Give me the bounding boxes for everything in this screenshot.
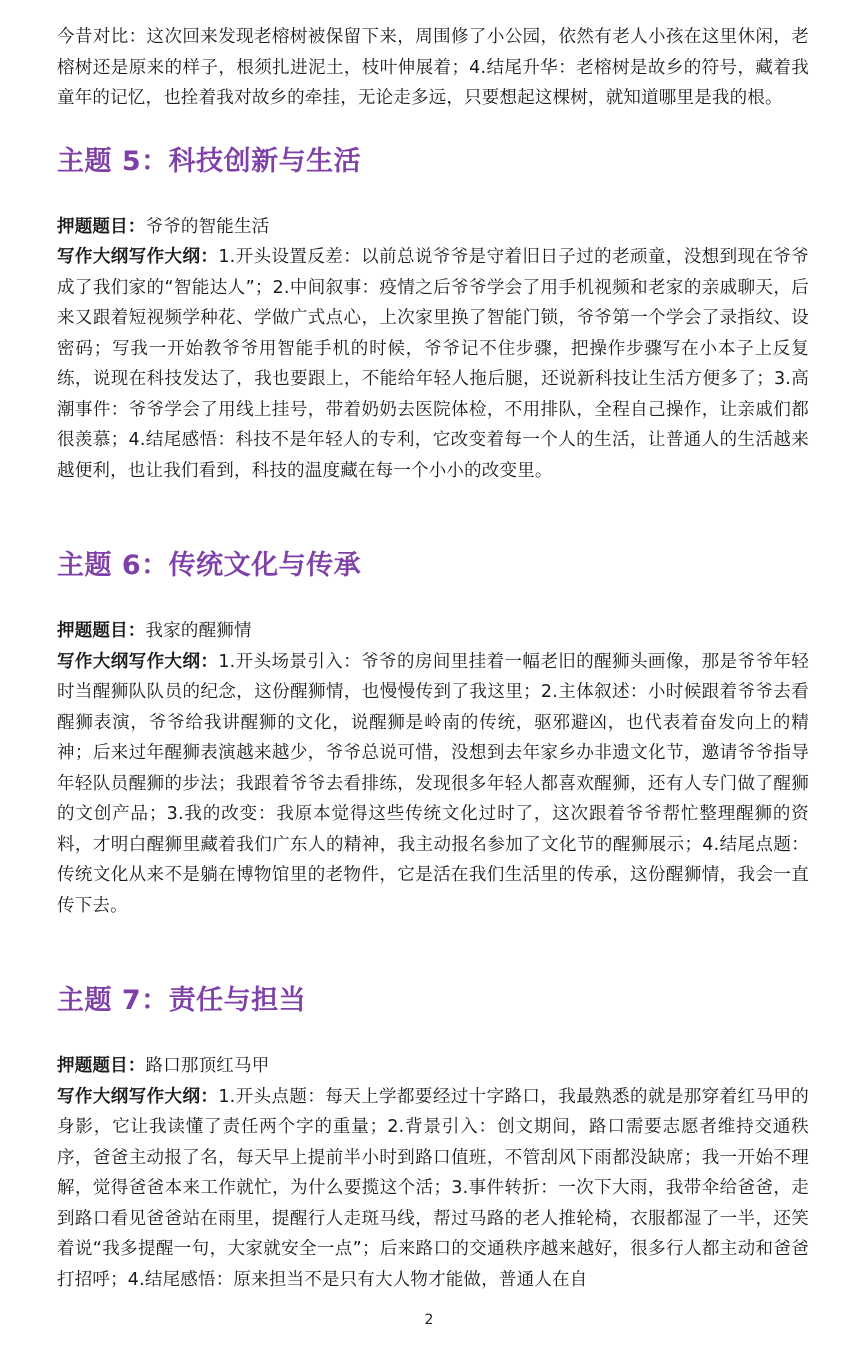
topic-label: 押题题目： <box>57 1056 146 1076</box>
topic-label: 押题题目： <box>57 216 146 237</box>
outline-text: 1.开头场景引入：爷爷的房间里挂着一幅老旧的醒狮头画像，那是爷爷年轻时当醒狮队队员的纪念，这份醒狮情，也慢慢传到了我这里；2.主体叙述：小时候跟着爷爷去看醒狮表演，爷爷给我讲醒狮的文化，说醒狮是岭南的传统，驱邪避凶，也代表着奋发向上的精神；后来过年醒狮表演越来越少，爷爷总说可惜，没想到去年家乡办非遗文化节，邀请爷爷指导年轻队员醒狮的步法；我跟着爷爷去看排练，发现很多年轻人都喜欢醒狮，还有人专门做了醒狮的文创产品；3.我的改变：我原本觉得这些传统文化过时了，这次跟着爷爷帮忙整理醒狮的资料，才明白醒狮里藏着我们广东人的精神，我主动报名参加了文化节的醒狮展示；4.结尾点题：传统文化从来不是躺在博物馆里的老物件，它是活在我们生活里的传承，这份醒狮情，我会一直传下去。 <box>57 651 809 916</box>
topic-line-5 <box>57 212 809 243</box>
outline-label: 写作大纲写作大纲： <box>57 1086 219 1107</box>
section-title-6: 主题 6：传统文化与传承 <box>57 550 362 581</box>
outline-label: 写作大纲写作大纲： <box>57 651 219 672</box>
outline-text: 1.开头设置反差：以前总说爷爷是守着旧日子过的老顽童，没想到现在爷爷成了我们家的“智能达人”；2.中间叙事：疫情之后爷爷学会了用手机视频和老家的亲戚聊天，后来又跟着短视频学种花、学做广式点心，上次家里换了智能门锁，爷爷第一个学会了录指纹、设密码；写我一开始教爷爷用智能手机的时候，爷爷记不住步骤，把操作步骤写在小本子上反复练，说现在科技发达了，我也要跟上，不能给年轻人拖后腿，还说新科技让生活方便多了；3.高潮事件：爷爷学会了用线上挂号，带着奶奶去医院体检，不用排队，全程自己操作，让亲戚们都很羡慕；4.结尾感悟：科技不是年轻人的专利，它改变着每一个人的生活，让普通人的生活越来越便利，也让我们看到，科技的温度藏在每一个小小的改变里。 <box>57 247 809 481</box>
topic-text: 爷爷的智能生活 <box>145 216 270 237</box>
topic-line-7 <box>57 1051 809 1082</box>
page-number: 2 <box>424 1312 434 1328</box>
topic-text: 我家的醒狮情 <box>145 621 252 641</box>
topic-text: 路口那顶红马甲 <box>145 1056 270 1076</box>
topic-line-6 <box>57 616 809 647</box>
section-title-7: 主题 7：责任与担当 <box>57 985 307 1016</box>
outline-text: 1.开头点题：每天上学都要经过十字路口，我最熟悉的就是那穿着红马甲的身影，它让我读懂了责任两个字的重量；2.背景引入：创文期间，路口需要志愿者维持交通秩序，爸爸主动报了名，每天早上提前半小时到路口值班，不管刮风下雨都没缺席；我一开始不理解，觉得爸爸本来工作就忙，为什么要揽这个活；3.事件转折：一次下大雨，我带伞给爸爸，走到路口看见爸爸站在雨里，提醒行人走斑马线，帮过马路的老人推轮椅，衣服都湿了一半，还笑着说“我多提醒一句，大家就安全一点”；后来路口的交通秩序越来越好，很多行人都主动和爸爸打招呼；4.结尾感悟：原来担当不是只有大人物才能做，普通人在自 <box>57 1086 809 1290</box>
document-page <box>57 22 809 1295</box>
outline-paragraph-6 <box>57 647 809 922</box>
outline-paragraph-7 <box>57 1082 809 1296</box>
outline-paragraph-5 <box>57 242 809 486</box>
section-title-5: 主题 5：科技创新与生活 <box>57 145 362 177</box>
intro-paragraph: 今昔对比：这次回来发现老榕树被保留下来，周围修了小公园，依然有老人小孩在这里休闲，老榕树还是原来的样子，根须扎进泥土，枝叶伸展着；4.结尾升华：老榕树是故乡的符号，藏着我童年的记忆，也拴着我对故乡的牵挂，无论走多远，只要想起这棵树，就知道哪里是我的根。 <box>57 27 809 108</box>
outline-label: 写作大纲写作大纲： <box>57 247 219 267</box>
topic-label: 押题题目： <box>57 621 146 641</box>
